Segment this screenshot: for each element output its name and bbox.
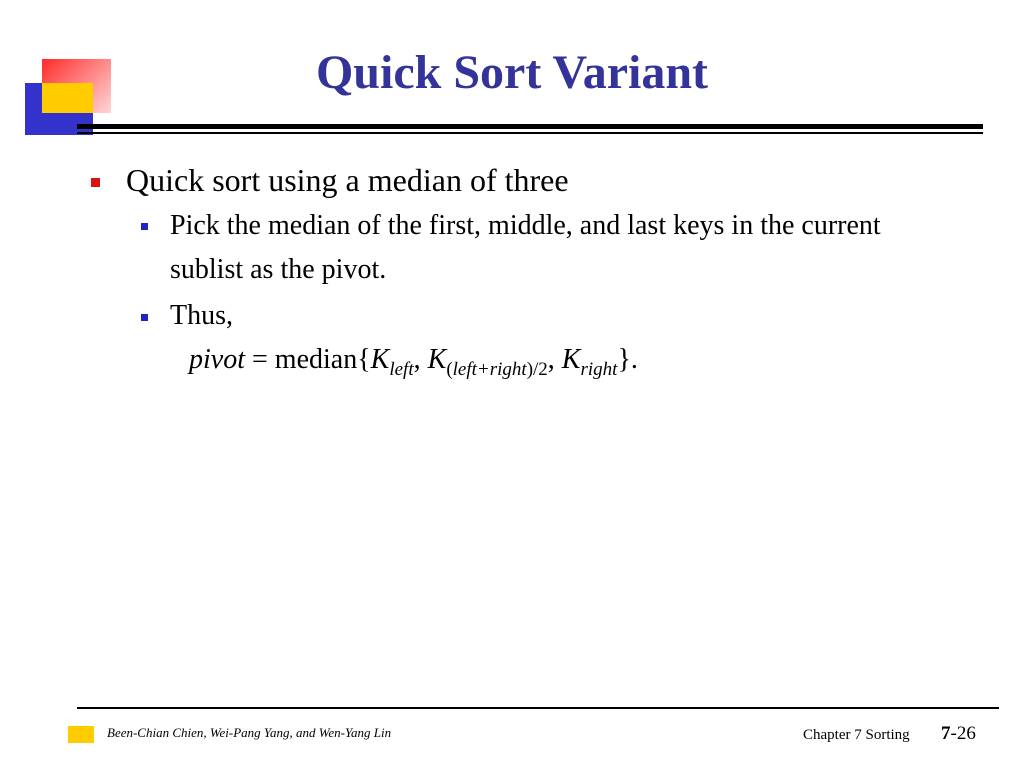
- footer-yellow-square: [68, 726, 94, 743]
- formula-k-left: K: [370, 344, 390, 375]
- formula-k-right: K: [561, 344, 581, 375]
- footer-chapter: Chapter 7 Sorting: [803, 727, 910, 743]
- bullet-square-blue: [141, 223, 148, 230]
- title-divider-thin: [77, 132, 983, 134]
- formula-sub-left: left: [389, 359, 414, 380]
- page-suffix: -26: [950, 723, 976, 744]
- formula-sub-paren-open: (: [446, 359, 453, 380]
- formula-sub-right: right: [580, 359, 618, 380]
- bullet-text-level2: Thus,: [170, 300, 233, 331]
- bullet-text-level2: Pick the median of the first, middle, and last keys in the current sublist as the pivot.: [170, 210, 881, 285]
- formula-separator: ,: [547, 344, 562, 375]
- formula-lhs: pivot: [189, 344, 245, 375]
- footer-authors: Been-Chian Chien, Wei-Pang Yang, and Wen-Yang Lin: [107, 725, 392, 740]
- formula-sub-paren-close: )/2: [526, 359, 548, 380]
- formula-equals-median: = median{: [245, 344, 371, 375]
- pivot-formula: [189, 338, 638, 392]
- formula-end: }.: [617, 344, 638, 375]
- page-chapter: 7: [941, 723, 951, 744]
- bullet-text-level1: Quick sort using a median of three: [126, 162, 569, 198]
- footer-divider: [77, 707, 999, 709]
- footer-page-number: [941, 723, 976, 745]
- bullet-square-blue: [141, 314, 148, 321]
- formula-k-mid: K: [427, 344, 447, 375]
- formula-separator: ,: [413, 344, 428, 375]
- bullet-square-red: [91, 178, 100, 187]
- slide-title: Quick Sort Variant: [315, 46, 709, 99]
- title-divider-thick: [77, 124, 983, 129]
- formula-sub-mid: left+right: [452, 359, 527, 380]
